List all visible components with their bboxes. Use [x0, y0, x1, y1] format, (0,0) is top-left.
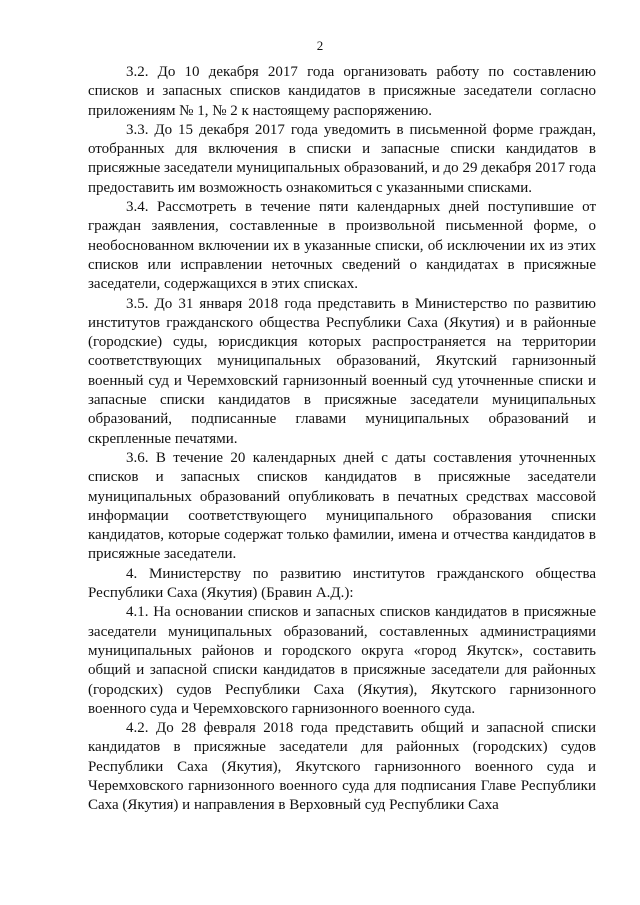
paragraph-3-2: 3.2. До 10 декабря 2017 года организовать работу по составлению списков и запасных списков кандидатов в присяжные заседатели согласно приложениям № 1, № 2 к настоящему распоряжению.	[88, 64, 596, 119]
paragraph-3-3: 3.3. До 15 декабря 2017 года уведомить в письменной форме граждан, отобранных для включения в списки и запасные списки кандидатов в присяжные заседатели муниципальных образований, и до 29 декабря 2017 года предоставить им возможность ознакомиться с указанными списками.	[88, 121, 596, 196]
paragraph-3-6: 3.6. В течение 20 календарных дней с даты составления уточненных списков и запасных списков кандидатов в присяжные заседатели муниципальных образований опубликовать в печатных средствах массовой информации соответствующего муниципального образования списки кандидатов, которые содержат только фамилии, имена и отчества кандидатов в присяжные заседатели.	[88, 449, 596, 563]
paragraph-3-4: 3.4. Рассмотреть в течение пяти календарных дней поступившие от граждан заявления, составленные в произвольной письменной форме, о необоснованном включении их в указанные списки, об исключении их из этих списков или исправлении неточных сведений о кандидатах в присяжные заседатели, содержащихся в этих списках.	[88, 199, 596, 293]
page-number: 2	[316, 38, 324, 53]
paragraph-4-2: 4.2. До 28 февраля 2018 года представить общий и запасной списки кандидатов в присяжные заседатели для районных (городских) судов Республики Саха (Якутия), Якутского гарнизонного военного суда и Черемховского гарнизонного военного суда для подписания Главе Республики Саха (Якутия) и направления в Верховный суд Республики Саха	[88, 720, 596, 814]
paragraph-4: 4. Министерству по развитию институтов гражданского общества Республики Саха (Якутия) (Бравин А.Д.):	[88, 565, 596, 602]
document-body	[88, 63, 596, 816]
paragraph-3-5: 3.5. До 31 января 2018 года представить в Министерство по развитию институтов гражданского общества Республики Саха (Якутия) и в районные (городские) суды, юрисдикция которых распространяется на территории соответствующих муниципальных образований, Якутский гарнизонный военный суд и Черемховский гарнизонный военный суд уточненные списки и запасные списки кандидатов в присяжные заседатели муниципальных образований, подписанные главами муниципальных образований и скрепленные печатями.	[88, 295, 596, 447]
paragraph-4-1: 4.1. На основании списков и запасных списков кандидатов в присяжные заседатели муниципальных образований, составленных администрациями муниципальных районов и городского округа «город Якутск», составить общий и запасной списки кандидатов в присяжные заседатели для районных (городских) судов Республики Саха (Якутия), Якутского гарнизонного военного суда и Черемховского гарнизонного военного суда.	[88, 604, 596, 717]
